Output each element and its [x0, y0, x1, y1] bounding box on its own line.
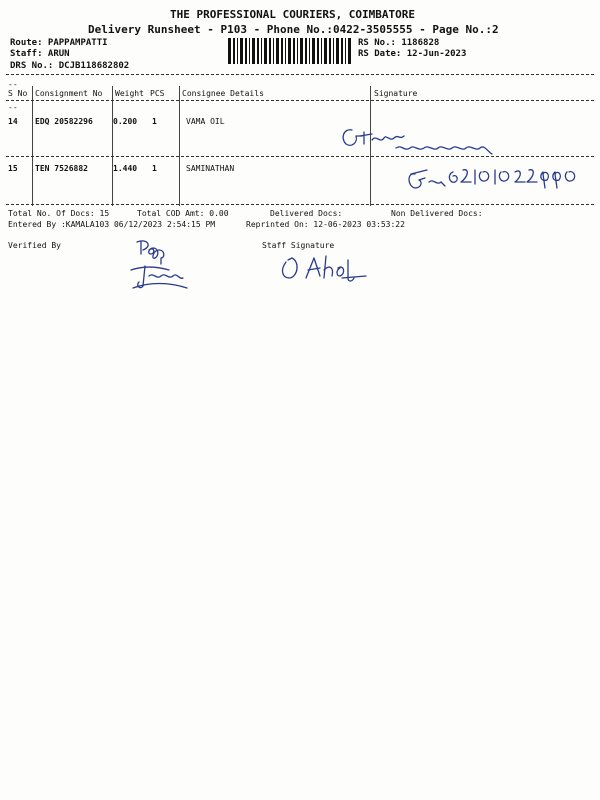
- verifier-signature: [125, 236, 195, 292]
- weight-value: 1.440: [113, 164, 138, 173]
- consignment-number: TEN 7526882: [35, 164, 88, 173]
- total-cod-amount: Total COD Amt: 0.00: [137, 209, 229, 218]
- non-delivered-docs: Non Delivered Docs:: [391, 209, 483, 218]
- dash-marker: --: [8, 103, 18, 112]
- staff-signature-label: Staff Signature: [262, 241, 335, 250]
- reprinted-on: Reprinted On: 12-06-2023 03:53:22: [246, 220, 405, 229]
- col-header-pcs: PCS: [150, 89, 165, 98]
- runsheet-title: Delivery Runsheet - P103 - Phone No.:0422-3505555 - Page No.:2: [88, 23, 499, 36]
- staff-label: Staff: ARUN: [10, 49, 70, 59]
- col-header-signature: Signature: [374, 89, 418, 98]
- barcode: [228, 38, 352, 64]
- drs-number: DRS No.: DCJB118682802: [10, 61, 130, 71]
- table-row: 14: [8, 117, 18, 126]
- consignee-name: SAMINATHAN: [186, 164, 235, 173]
- staff-signature: [278, 252, 368, 284]
- col-header-consignee: Consignee Details: [182, 89, 264, 98]
- verified-by-label: Verified By: [8, 241, 61, 250]
- col-header-weight: Weight: [115, 89, 144, 98]
- col-header-consignment: Consignment No: [35, 89, 103, 98]
- pcs-value: 1: [152, 164, 157, 173]
- pcs-value: 1: [152, 117, 157, 126]
- company-title: THE PROFESSIONAL COURIERS, COIMBATORE: [170, 8, 416, 21]
- col-header-sno: S No: [8, 89, 28, 98]
- total-docs: Total No. Of Docs: 15: [8, 209, 110, 218]
- route-label: Route: PAPPAMPATTI: [10, 38, 108, 48]
- consignment-number: EDQ 20582296: [35, 117, 93, 126]
- weight-value: 0.200: [113, 117, 138, 126]
- table-row: 15: [8, 164, 18, 173]
- consignee-name: VAMA OIL: [186, 117, 225, 126]
- receiver-signature-2: [405, 160, 585, 196]
- dash-marker: --: [8, 80, 18, 89]
- entered-by: Entered By :KAMALA103 06/12/2023 2:54:15 PM: [8, 220, 216, 229]
- rs-date: RS Date: 12-Jun-2023: [358, 49, 467, 59]
- rs-number: RS No.: 1186828: [358, 38, 440, 48]
- delivered-docs: Delivered Docs:: [270, 209, 343, 218]
